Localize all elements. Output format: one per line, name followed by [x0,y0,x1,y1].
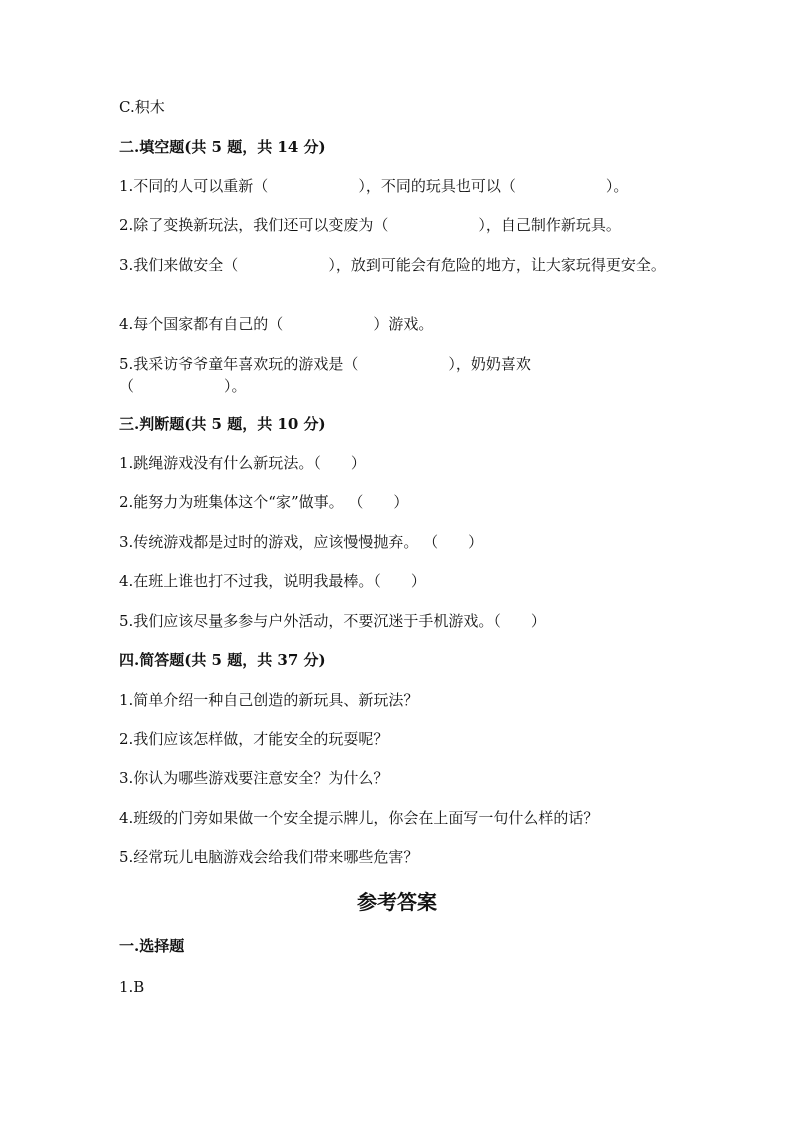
judge-question-5: 5.我们应该尽量多参与户外活动，不要沉迷于手机游戏。（ ） [119,612,546,630]
fill-question-1: 1.不同的人可以重新（ ），不同的玩具也可以（ ）。 [119,177,629,195]
short-question-4: 4.班级的门旁如果做一个安全提示牌儿，你会在上面写一句什么样的话？ [119,809,599,827]
short-question-2: 2.我们应该怎样做，才能安全的玩耍呢？ [119,730,389,748]
short-question-1: 1.简单介绍一种自己创造的新玩具、新玩法？ [119,691,419,709]
fill-question-5: 5.我采访爷爷童年喜欢玩的游戏是（ ），奶奶喜欢（ ）。 [119,355,531,395]
fill-question-2: 2.除了变换新玩法，我们还可以变废为（ ），自己制作新玩具。 [119,216,621,234]
answer-section-heading: 一.选择题 [119,937,185,955]
answer-item-1: 1.B [119,978,145,996]
answer-key-title: 参考答案 [357,890,437,914]
short-question-3: 3.你认为哪些游戏要注意安全？为什么？ [119,769,389,787]
fill-question-3: 3.我们来做安全（ ），放到可能会有危险的地方，让大家玩得更安全。 [119,256,666,274]
choice-option-c: C.积木 [119,98,165,116]
short-question-5: 5.经常玩儿电脑游戏会给我们带来哪些危害？ [119,848,419,866]
fill-section-heading: 二.填空题(共 5 题，共 14 分) [119,138,326,156]
judge-question-2: 2.能努力为班集体这个“家”做事。 （ ） [119,493,409,511]
judge-section-heading: 三.判断题(共 5 题，共 10 分) [119,415,326,433]
short-section-heading: 四.简答题(共 5 题，共 37 分) [119,651,326,669]
judge-question-3: 3.传统游戏都是过时的游戏，应该慢慢抛弃。 （ ） [119,533,484,551]
judge-question-4: 4.在班上谁也打不过我，说明我最棒。（ ） [119,572,426,590]
fill-question-4: 4.每个国家都有自己的（ ）游戏。 [119,315,434,333]
judge-question-1: 1.跳绳游戏没有什么新玩法。（ ） [119,454,366,472]
